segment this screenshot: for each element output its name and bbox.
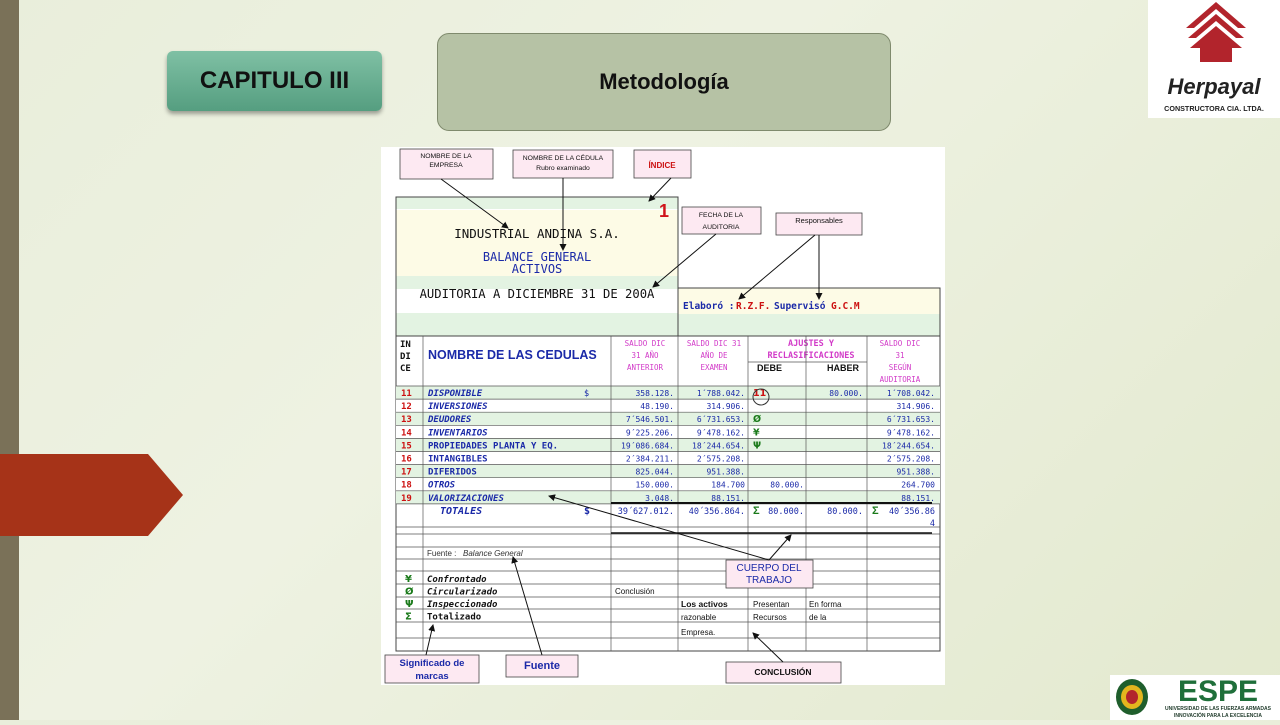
table-row — [396, 425, 940, 438]
espe-sub2: INNOVACIÓN PARA LA EXCELENCIA — [1173, 713, 1263, 719]
row-index: 13 — [401, 415, 412, 426]
roof-logo-icon — [1186, 2, 1246, 62]
callout-marcas-1: Significado de — [399, 658, 465, 669]
chevron-arrow-decoration — [0, 454, 183, 536]
row-index: 11 — [401, 389, 412, 399]
table-row — [396, 386, 940, 399]
audit-period: AUDITORIA A DICIEMBRE 31 DE 200A — [419, 287, 655, 301]
left-accent-bar — [0, 0, 19, 720]
conclusion-l2-b: Recursos — [753, 613, 787, 622]
hdr-auditoria-4: AUDITORIA — [879, 375, 921, 384]
row-auditoria: 314.906. — [896, 402, 935, 412]
row-examen: 314.906. — [706, 402, 745, 412]
herpayal-name: Herpayal — [1167, 74, 1261, 99]
row-examen: 1´788.042. — [696, 389, 745, 398]
hdr-examen-1: SALDO DIC 31 — [686, 339, 742, 348]
row-name: INVERSIONES — [428, 402, 488, 413]
row-name: OTROS — [428, 480, 456, 491]
marks-legend — [405, 574, 498, 623]
totals-debe: 80.000. — [768, 507, 804, 517]
callout-indice-text: ÍNDICE — [648, 161, 676, 170]
row-auditoria: 2´575.208. — [886, 454, 935, 464]
totals-label: TOTALES — [440, 506, 483, 517]
totals-aud-mark: Σ — [872, 505, 879, 517]
elaboro-label: Elaboró : — [683, 301, 735, 312]
row-auditoria: 88.151. — [901, 493, 935, 503]
callout-cedula-2: Rubro examinado — [536, 165, 590, 172]
totals-anterior: 39´627.012. — [617, 507, 674, 517]
mark-label: Circularizado — [427, 587, 498, 598]
conclusion-label: Conclusión — [615, 587, 655, 596]
totals-examen: 40´356.864. — [688, 507, 745, 517]
conclusion-l1-c: En forma — [809, 600, 842, 609]
row-examen: 951.388. — [706, 467, 745, 477]
section-title: Metodología — [599, 69, 729, 94]
page-number: 1 — [658, 201, 670, 221]
section-title-box — [437, 33, 891, 131]
callout-marcas-2: marcas — [415, 671, 449, 682]
row-anterior: 2´384.211. — [625, 454, 674, 464]
espe-shield-icon — [1116, 679, 1148, 715]
mark-label: Confrontado — [427, 575, 487, 585]
espe-name: ESPE — [1177, 675, 1259, 708]
mark-legend-item — [405, 599, 498, 610]
hdr-nombre: NOMBRE DE LAS CEDULAS — [428, 348, 597, 362]
hdr-indice-1: IN — [400, 340, 411, 350]
row-mark: 11 — [753, 388, 767, 399]
row-anterior: 3.048. — [645, 493, 674, 503]
hdr-auditoria-3: SEGÚN — [888, 363, 912, 372]
callout-responsables-text: Responsables — [795, 216, 843, 225]
row-auditoria: 9´478.162. — [886, 428, 935, 438]
row-mark: ¥ — [753, 427, 760, 439]
row-name: INVENTARIOS — [428, 428, 488, 439]
row-auditoria: 951.388. — [896, 467, 935, 477]
row-name: DISPONIBLE — [428, 389, 483, 399]
elaboro-value: R.Z.F. — [736, 301, 771, 312]
callout-empresa-1: NOMBRE DE LA — [420, 153, 472, 160]
row-anterior: 48.190. — [640, 402, 674, 412]
totals-sym: $ — [584, 506, 591, 517]
row-index: 12 — [401, 402, 412, 413]
hdr-anterior-2: 31 AÑO — [631, 351, 659, 360]
row-anterior: 150.000. — [635, 480, 674, 490]
table-row — [396, 399, 940, 412]
hdr-anterior-3: ANTERIOR — [626, 363, 664, 372]
row-index: 18 — [401, 480, 412, 491]
fuente-value: Balance General — [463, 549, 523, 558]
row-examen: 6´731.653. — [696, 415, 745, 425]
table-row — [396, 478, 940, 491]
conclusion-l1-b: Presentan — [753, 600, 790, 609]
row-debe: 80.000. — [770, 480, 804, 490]
totals-auditoria-1: 40´356.86 — [888, 507, 935, 517]
hdr-anterior-1: SALDO DIC — [624, 339, 666, 348]
row-index: 16 — [401, 454, 412, 465]
mark-legend-item — [405, 612, 481, 623]
row-name: INTANGIBLES — [428, 454, 488, 465]
callout-fuente-text: Fuente — [523, 660, 561, 672]
hdr-auditoria-2: 31 — [895, 351, 905, 360]
row-examen: 18´244.654. — [692, 441, 745, 451]
chapter-button[interactable]: CAPITULO III — [167, 51, 382, 111]
conclusion-l1-a: Los activos — [681, 599, 728, 609]
balance-rows — [396, 386, 940, 504]
row-auditoria: 1´708.042. — [886, 389, 935, 398]
hdr-indice-3: CE — [400, 364, 411, 374]
hdr-examen-2: AÑO DE — [700, 351, 728, 360]
row-anterior: 9´225.206. — [625, 428, 674, 438]
row-examen: 184.700 — [711, 480, 745, 490]
conclusion-l3: Empresa. — [681, 628, 716, 637]
row-haber: 80.000. — [829, 389, 863, 398]
row-index: 14 — [401, 428, 412, 439]
sheet-title-1: BALANCE GENERAL — [482, 250, 592, 264]
row-anterior: 825.044. — [635, 467, 674, 477]
mark-legend-item — [405, 574, 487, 585]
table-row — [396, 452, 940, 465]
callout-conclusion-text: CONCLUSIÓN — [754, 667, 812, 677]
conclusion-l2-c: de la — [809, 613, 827, 622]
row-name: DEUDORES — [428, 415, 472, 426]
row-anterior: 19´086.684. — [621, 441, 674, 451]
superviso-value: G.C.M — [831, 301, 860, 312]
row-sym: $ — [584, 389, 590, 399]
callout-cuerpo-2: TRABAJO — [745, 575, 793, 586]
row-mark: Ø — [753, 414, 762, 426]
mark-legend-item — [405, 586, 498, 598]
table-row — [396, 491, 940, 504]
row-auditoria: 18´244.654. — [882, 441, 935, 451]
hdr-ajustes-2: RECLASIFICACIONES — [767, 351, 855, 361]
hdr-haber: HABER — [827, 363, 860, 373]
espe-logo — [1110, 675, 1280, 720]
row-examen: 88.151. — [711, 493, 745, 503]
superviso-label: Supervisó — [774, 301, 826, 312]
totals-haber: 80.000. — [827, 507, 863, 517]
row-mark: Ψ — [753, 440, 762, 452]
row-examen: 9´478.162. — [696, 428, 745, 438]
mark-symbol: ¥ — [405, 574, 412, 585]
callout-empresa-2: EMPRESA — [429, 162, 463, 169]
row-name: DIFERIDOS — [428, 467, 477, 478]
row-auditoria: 6´731.653. — [886, 415, 935, 425]
totals-debe-mark: Σ — [753, 505, 760, 517]
mark-label: Inspeccionado — [427, 600, 498, 610]
row-auditoria: 264.700 — [901, 480, 935, 490]
totals-row — [440, 505, 935, 529]
mark-symbol: Σ — [405, 611, 412, 623]
hdr-examen-3: EXAMEN — [700, 363, 728, 372]
sheet-title-2: ACTIVOS — [511, 262, 563, 276]
row-anterior: 358.128. — [635, 389, 674, 398]
hdr-indice-2: DI — [400, 352, 411, 362]
callout-fecha-2: AUDITORIA — [702, 224, 740, 231]
espe-sub1: UNIVERSIDAD DE LAS FUERZAS ARMADAS — [1165, 706, 1271, 712]
table-row — [396, 438, 940, 451]
fuente-label: Fuente : — [427, 549, 457, 558]
company-name: INDUSTRIAL ANDINA S.A. — [454, 226, 620, 241]
table-row — [396, 465, 940, 478]
callout-cuerpo-1: CUERPO DEL — [736, 563, 802, 574]
row-examen: 2´575.208. — [696, 454, 745, 464]
hdr-ajustes-1: AJUSTES Y — [787, 339, 835, 349]
audit-working-paper — [381, 147, 945, 685]
row-index: 19 — [401, 493, 412, 504]
herpayal-logo — [1148, 0, 1280, 118]
callout-fecha-1: FECHA DE LA — [698, 212, 744, 219]
row-anterior: 7´546.501. — [625, 415, 674, 425]
table-row — [396, 412, 940, 425]
row-name: VALORIZACIONES — [428, 493, 504, 504]
row-name: PROPIEDADES PLANTA Y EQ. — [428, 441, 559, 452]
herpayal-sub: CONSTRUCTORA CIA. LTDA. — [1164, 104, 1264, 113]
working-paper-svg — [381, 147, 945, 685]
row-index: 15 — [401, 441, 412, 452]
conclusion-l2-a: razonable — [681, 613, 717, 622]
row-index: 17 — [401, 467, 412, 478]
totals-auditoria-2: 4 — [929, 519, 935, 529]
hdr-debe: DEBE — [757, 363, 783, 373]
callout-cedula-1: NOMBRE DE LA CÉDULA — [522, 155, 604, 162]
mark-label: Totalizado — [427, 612, 482, 623]
mark-symbol: Ø — [405, 586, 414, 598]
mark-symbol: Ψ — [405, 599, 414, 610]
hdr-auditoria-1: SALDO DIC — [879, 339, 921, 348]
